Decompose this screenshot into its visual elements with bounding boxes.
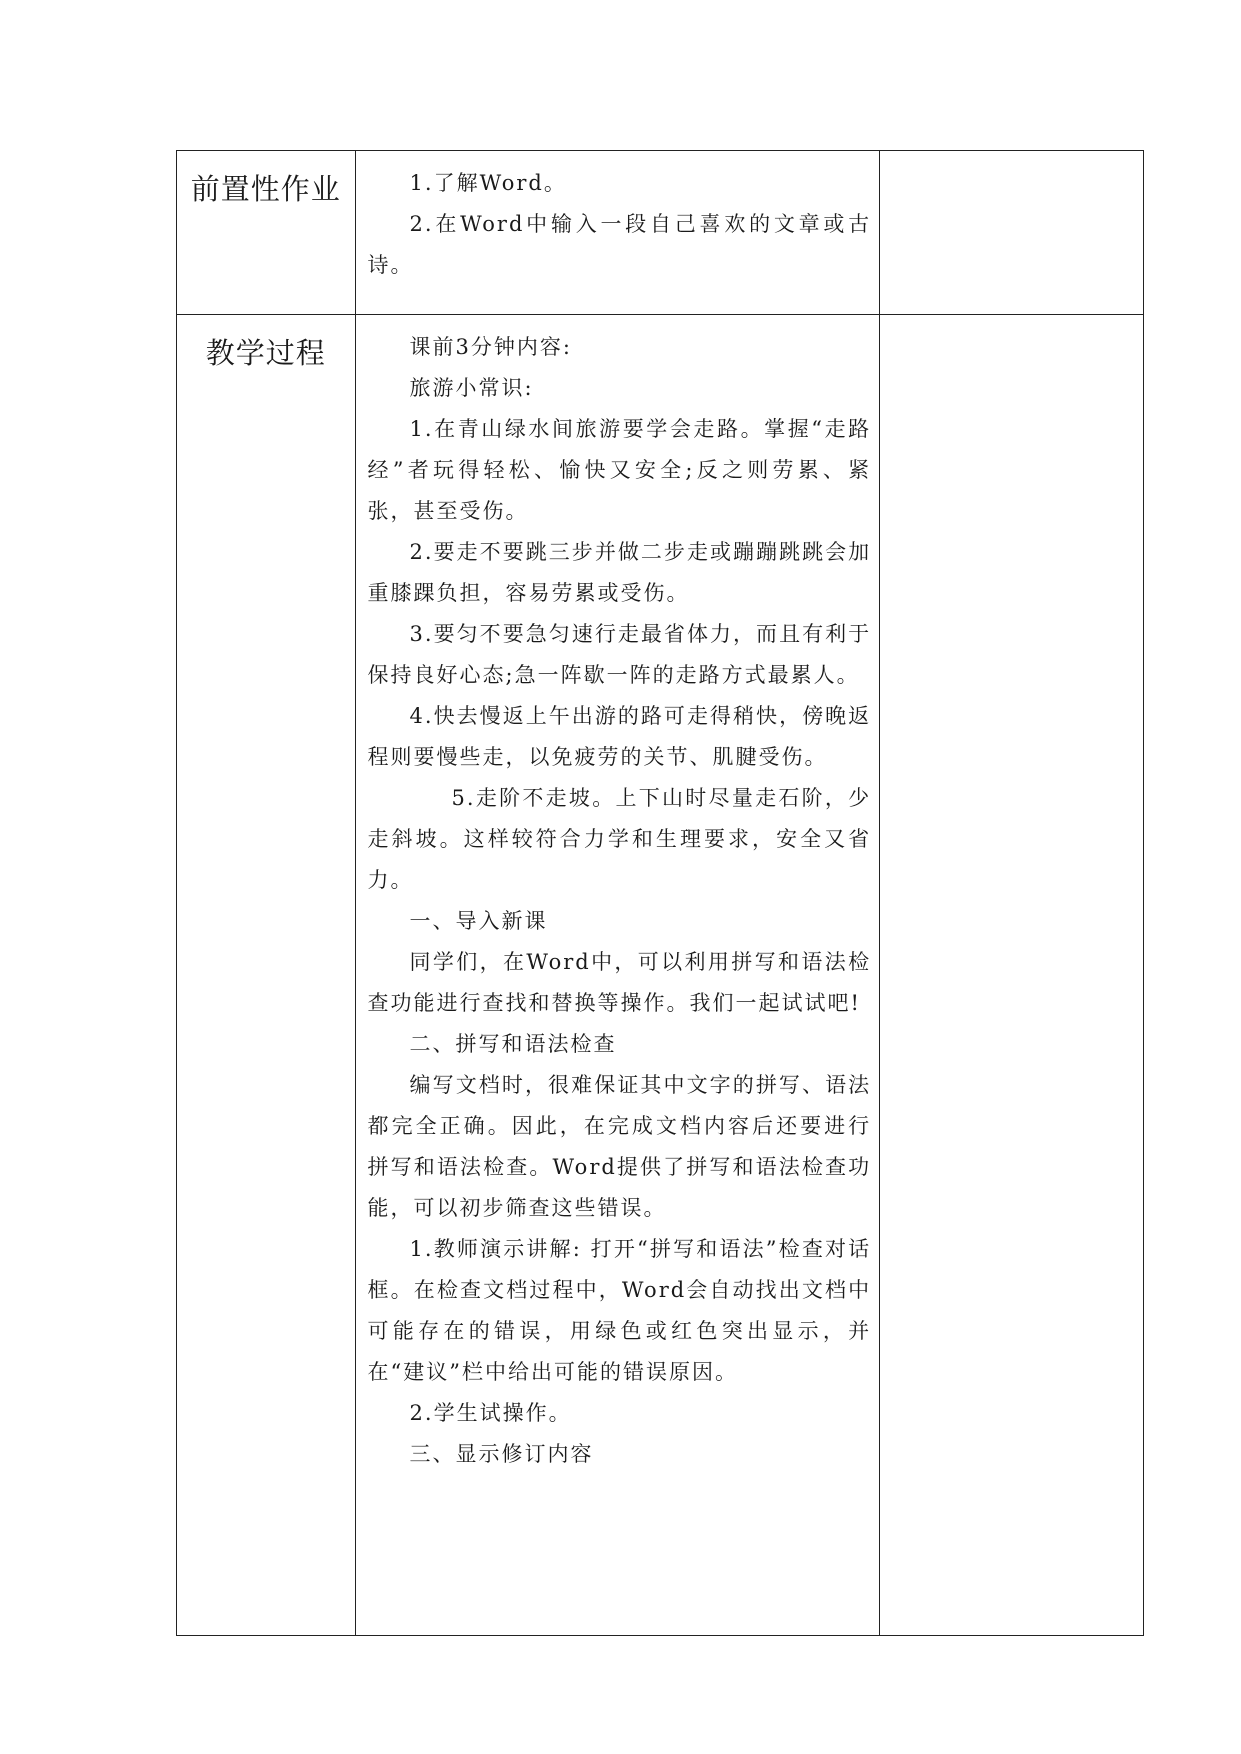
section-heading: 三、显示修订内容 <box>409 1442 594 1466</box>
row-label-teaching-process: 教学过程 <box>177 315 356 1636</box>
notes-cell <box>880 315 1144 1636</box>
paragraph: 旅游小常识: <box>409 376 534 400</box>
table-row-preparatory-homework <box>177 151 1144 315</box>
notes-cell <box>880 151 1144 315</box>
paragraph: 4.快去慢返上午出游的路可走得稍快，傍晚返程则要慢些走，以免疲劳的关节、肌腱受伤。 <box>367 704 872 769</box>
row-label-preparatory-homework: 前置性作业 <box>177 151 356 315</box>
paragraph: 课前3分钟内容: <box>409 335 572 359</box>
preparatory-homework-content <box>355 151 880 315</box>
paragraph: 2.在Word中输入一段自己喜欢的文章或古诗。 <box>367 212 872 277</box>
section-heading: 一、导入新课 <box>409 909 548 933</box>
paragraph: 3.要匀不要急匀速行走最省体力，而且有利于保持良好心态;急一阵歇一阵的走路方式最累人。 <box>367 622 872 687</box>
paragraph: 编写文档时，很难保证其中文字的拼写、语法都完全正确。因此，在完成文档内容后还要进行拼写和语法检查。Word提供了拼写和语法检查功能，可以初步筛查这些错误。 <box>367 1073 872 1220</box>
paragraph: 5.走阶不走坡。上下山时尽量走石阶，少走斜坡。这样较符合力学和生理要求，安全又省力。 <box>367 786 872 892</box>
table-row-teaching-process <box>177 315 1144 1636</box>
paragraph: 1.教师演示讲解: 打开“拼写和语法”检查对话框。在检查文档过程中，Word会自动找出文档中可能存在的错误，用绿色或红色突出显示，并在“建议”栏中给出可能的错误原因。 <box>367 1237 872 1384</box>
paragraph: 1.了解Word。 <box>409 171 567 195</box>
section-heading: 二、拼写和语法检查 <box>409 1032 617 1056</box>
teaching-process-content <box>355 315 880 1636</box>
paragraph: 1.在青山绿水间旅游要学会走路。掌握“走路经”者玩得轻松、愉快又安全;反之则劳累、紧张，甚至受伤。 <box>367 417 872 523</box>
paragraph: 2.要走不要跳三步并做二步走或蹦蹦跳跳会加重膝踝负担，容易劳累或受伤。 <box>367 540 872 605</box>
paragraph: 2.学生试操作。 <box>409 1401 572 1425</box>
paragraph: 同学们，在Word中，可以利用拼写和语法检查功能进行查找和替换等操作。我们一起试试吧! <box>367 950 872 1015</box>
lesson-plan-table <box>176 150 1144 1636</box>
